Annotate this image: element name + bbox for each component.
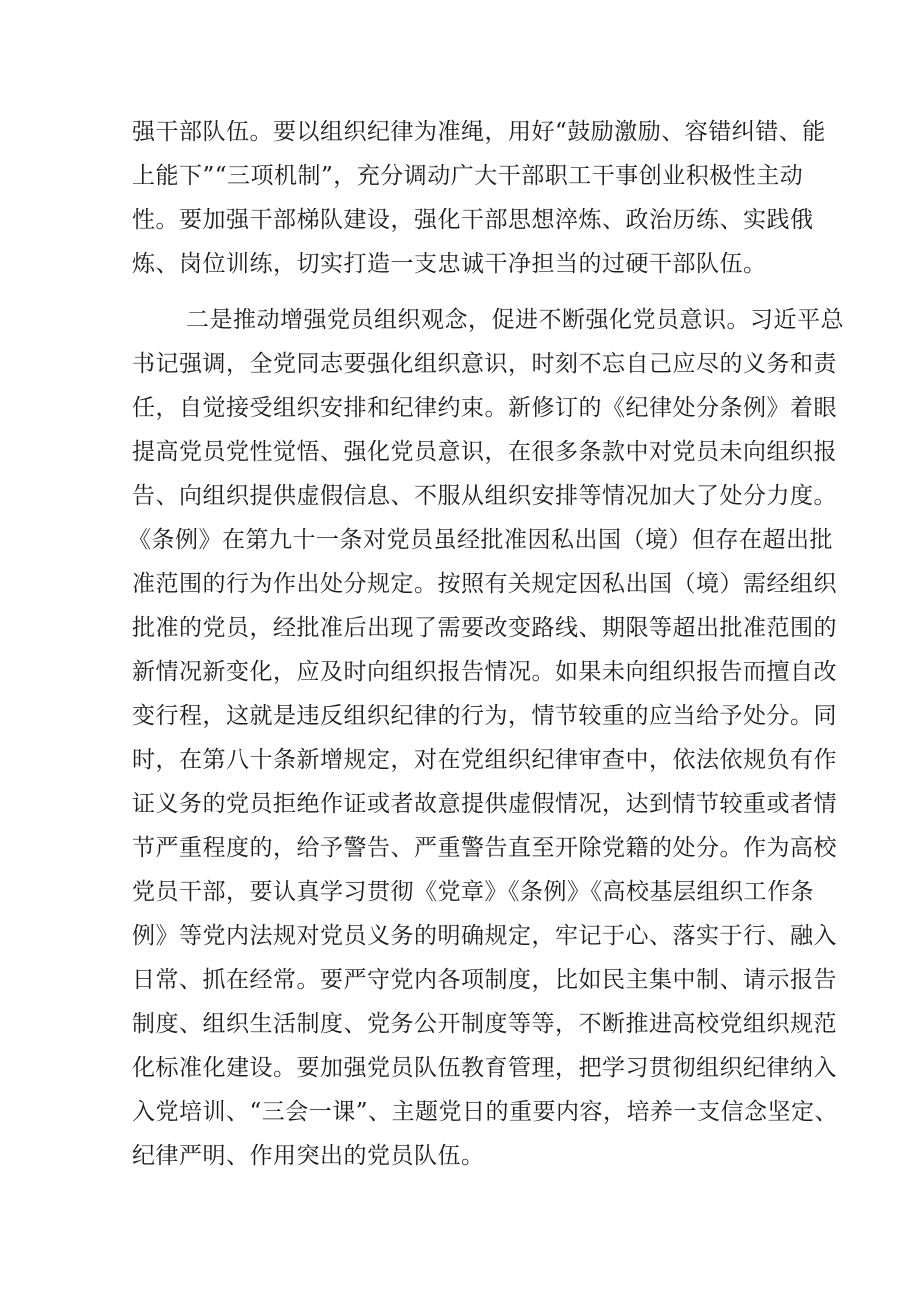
text-line: 准范围的行为作出处分规定。按照有关规定因私出国（境）需经组织 [132,571,837,597]
text-line: 《条例》在第九十一条对党员虽经批准因私出国（境）但存在超出批 [128,527,833,553]
text-line: 书记强调，全党同志要强化组织意识，时刻不忘自己应尽的义务和责 [132,351,837,377]
text-line: 新情况新变化，应及时向组织报告情况。如果未向组织报告而擅自改 [132,659,837,685]
text-line: 纪律严明、作用突出的党员队伍。 [132,1143,485,1169]
text-line: 告、向组织提供虚假信息、不服从组织安排等情况加大了处分力度。 [132,483,837,509]
text-line: 制度、组织生活制度、党务公开制度等等，不断推进高校党组织规范 [132,1011,837,1037]
text-line: 提高党员党性觉悟、强化党员意识，在很多条款中对党员未向组织报 [132,439,837,465]
text-line: 党员干部，要认真学习贯彻《党章》《条例》《高校基层组织工作条 [132,879,814,905]
text-line: 证义务的党员拒绝作证或者故意提供虚假情况，达到情节较重或者情 [132,791,837,817]
text-line: 上能下”“三项机制”，充分调动广大干部职工干事创业积极性主动 [132,163,804,189]
text-line: 二是推动增强党员组织观念，促进不断强化党员意识。习近平总 [186,307,844,333]
text-line: 强干部队伍。要以组织纪律为准绳，用好“鼓励激励、容错纠错、能 [132,119,826,145]
text-line: 任，自觉接受组织安排和纪律约束。新修订的《纪律处分条例》着眼 [132,395,837,421]
text-line: 日常、抓在经常。要严守党内各项制度，比如民主集中制、请示报告 [132,967,837,993]
text-line: 批准的党员，经批准后出现了需要改变路线、期限等超出批准范围的 [132,615,837,641]
text-line: 时，在第八十条新增规定，对在党组织纪律审查中，依法依规负有作 [132,747,837,773]
text-line: 化标准化建设。要加强党员队伍教育管理，把学习贯彻组织纪律纳入 [132,1055,837,1081]
text-line: 炼、岗位训练，切实打造一支忠诚干净担当的过硬干部队伍。 [132,251,767,277]
text-line: 入党培训、“三会一课”、主题党日的重要内容，培养一支信念坚定、 [132,1099,839,1125]
text-line: 变行程，这就是违反组织纪律的行为，情节较重的应当给予处分。同 [132,703,837,729]
text-line: 例》等党内法规对党员义务的明确规定，牢记于心、落实于行、融入 [132,923,837,949]
text-line: 节严重程度的，给予警告、严重警告直至开除党籍的处分。作为高校 [132,835,837,861]
text-line: 性。要加强干部梯队建设，强化干部思想淬炼、政治历练、实践俄 [132,207,814,233]
